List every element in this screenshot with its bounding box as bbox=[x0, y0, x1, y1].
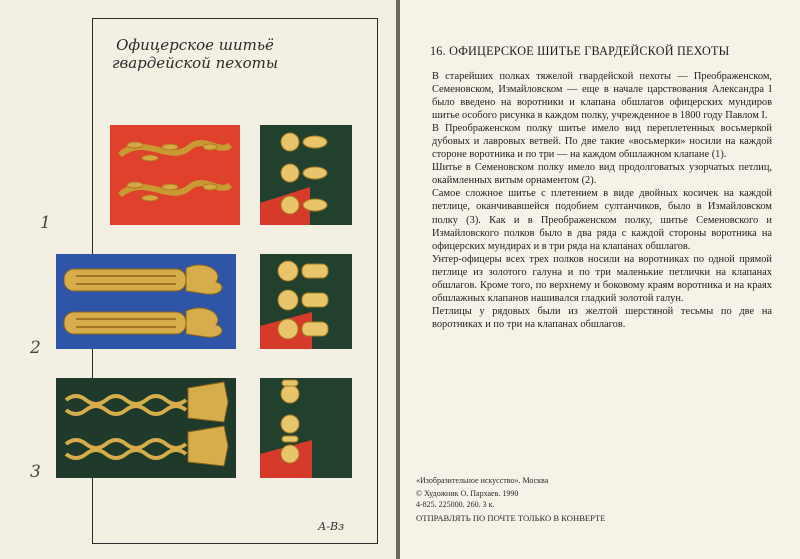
paragraph: В старейших полках тяжелой гвардейской пехоты — Преображенском, Семеновском, Измайловском — еще в начале царствования Александра I было введено на воротники и клапана обшлагов офицерских мундиров шитье особого рисунка в каждом полку, учрежденное в 1800 году Павлом I. bbox=[432, 71, 772, 122]
paragraph: Шитье в Семеновском полку имело вид продолговатых узорчатых петлиц, окаймленных витым орнаментом (2). bbox=[432, 162, 772, 187]
imprint-code: 4-825. 225000. 260. 3 к. bbox=[416, 500, 495, 509]
article-heading: 16. ОФИЦЕРСКОЕ ШИТЬЕ ГВАРДЕЙСКОЙ ПЕХОТЫ bbox=[430, 44, 730, 58]
plate-3-cuff bbox=[260, 378, 352, 478]
plate-1-collar bbox=[110, 125, 240, 225]
illustration-card bbox=[0, 0, 396, 559]
imprint-artist: © Художник О. Пархаев. 1990 bbox=[416, 489, 519, 498]
paragraph: Самое сложное шитье с плетением в виде двойных косичек на каждой петлице, оканчивавшейся подобием султанчиков, было в Измайловском полку (3). Как и в Преображенском полку, шитье Семеновского и Измайловского полков было в два ряда с каждой стороны воротника на офицерских мундирах и в три ряда на клапанах обшлагов. bbox=[432, 188, 772, 252]
plate-2-cuff bbox=[260, 254, 352, 349]
plate-title-line1: Офицерское шитьё bbox=[116, 36, 274, 54]
plate-3-collar bbox=[56, 378, 236, 478]
artist-signature: А-Вз bbox=[318, 520, 345, 533]
imprint-publisher: «Изобразительное искусство». Москва bbox=[416, 476, 549, 485]
plate-3-number: 3 bbox=[30, 462, 41, 482]
plate-2-number: 2 bbox=[30, 338, 41, 358]
plate-1-cuff bbox=[260, 125, 352, 225]
paragraph: Петлицы у рядовых были из желтой шерстяной тесьмы по две на воротниках и по три на клапанах обшлагов. bbox=[432, 305, 772, 330]
article-body bbox=[432, 70, 772, 331]
plate-1-number: 1 bbox=[40, 213, 51, 233]
mail-note: ОТПРАВЛЯТЬ ПО ПОЧТЕ ТОЛЬКО В КОНВЕРТЕ bbox=[416, 513, 606, 523]
plate-title-line2: гвардейской пехоты bbox=[111, 54, 279, 72]
paragraph: Унтер-офицеры всех трех полков носили на воротниках по одной прямой петлице из золотого галуна и по три маленькие петлички на клапанах обшлагов. Кроме того, по верхнему и боковому краям воротника и на краях обшлажных клапанов нашивался гладкий золотой галун. bbox=[432, 253, 772, 304]
plate-2-collar bbox=[56, 254, 236, 349]
paragraph: В Преображенском полку шитье имело вид переплетенных восьмеркой дубовых и лавровых ветвей. По две такие «восьмерки» носили на каждой стороне воротника и по три — на каждом обшлажном клапане (1). bbox=[432, 123, 772, 161]
